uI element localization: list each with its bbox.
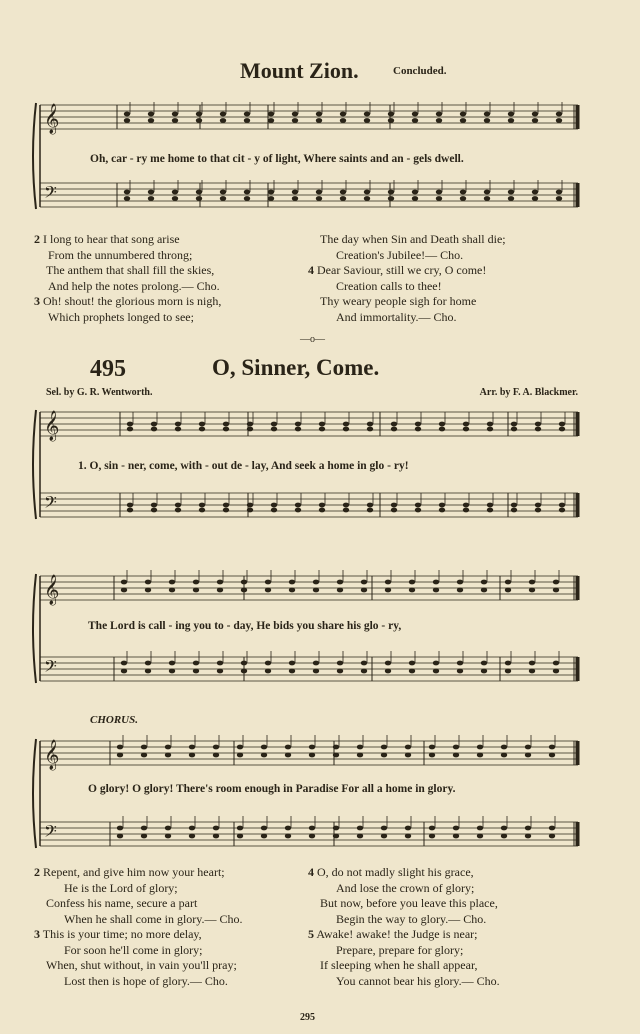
verse-line: Thy weary people sigh for home	[320, 294, 477, 308]
section-divider: —o—	[300, 334, 325, 345]
verse-3-cont	[308, 232, 506, 263]
verse-2	[34, 232, 221, 294]
verse-line: Begin the way to glory.— Cho.	[336, 911, 487, 926]
verse-line: If sleeping when he shall appear,	[320, 958, 478, 972]
verse-line: This is your time; no more delay,	[42, 927, 202, 941]
chorus-label: CHORUS.	[90, 714, 138, 726]
lyric-line: The Lord is call - ing you to - day, He bids you share his glo - ry,	[88, 620, 402, 632]
verse-line: Which prophets longed to see;	[48, 309, 194, 324]
verse-line: And help the notes prolong.— Cho.	[48, 278, 220, 293]
title-note: Concluded.	[393, 65, 447, 77]
verse-5	[308, 927, 500, 989]
verse-line: Creation's Jubilee!— Cho.	[336, 247, 464, 262]
verse-line: But now, before you leave this place,	[320, 896, 498, 910]
verse-column-left	[34, 232, 221, 325]
verse-line: And immortality.— Cho.	[336, 309, 457, 324]
page-number: 295	[300, 1012, 315, 1023]
verse-number: 4	[308, 263, 314, 277]
svg-text:𝄞: 𝄞	[44, 104, 60, 134]
svg-text:𝄞: 𝄞	[44, 740, 60, 770]
verse-3	[34, 927, 243, 989]
verse-line: From the unnumbered throng;	[48, 247, 193, 262]
hymn-number: 495	[90, 356, 126, 382]
credit-arranger: Arr. by F. A. Blackmer.	[479, 387, 578, 398]
credit-selector: Sel. by G. R. Wentworth.	[46, 387, 153, 398]
lyric-line: O glory! O glory! There's room enough in Paradise For all a home in glory.	[88, 783, 456, 795]
verse-line: The day when Sin and Death shall die;	[320, 232, 506, 246]
lyric-line: 1. O, sin - ner, come, with - out de - lay, And seek a home in glo - ry!	[78, 460, 409, 472]
verse-line: Awake! awake! the Judge is near;	[316, 927, 478, 941]
verse-column-right	[308, 232, 506, 325]
verse-line: Oh! shout! the glorious morn is nigh,	[43, 294, 222, 308]
svg-text:𝄢: 𝄢	[44, 821, 57, 845]
song-title: Mount Zion.	[240, 58, 359, 83]
verse-line: You cannot bear his glory.— Cho.	[336, 973, 500, 988]
verse-line: Confess his name, secure a part	[46, 896, 198, 910]
verse-column-left	[34, 865, 243, 989]
verse-line: I long to hear that song arise	[43, 232, 180, 246]
verse-4	[308, 865, 500, 927]
svg-text:𝄢: 𝄢	[44, 182, 57, 206]
verse-4	[308, 263, 506, 325]
verse-line: Lost then is hope of glory.— Cho.	[64, 973, 228, 988]
verse-number: 2	[34, 232, 40, 246]
lyric-line: Oh, car - ry me home to that cit - y of light, Where saints and an - gels dwell.	[90, 153, 464, 165]
svg-text:𝄢: 𝄢	[44, 492, 57, 516]
verse-number: 4	[308, 865, 314, 879]
verse-column-right	[308, 865, 500, 989]
verse-number: 3	[34, 294, 40, 308]
verse-line: O, do not madly slight his grace,	[317, 865, 474, 879]
verse-line: And lose the crown of glory;	[336, 880, 475, 895]
verse-line: The anthem that shall fill the skies,	[46, 263, 215, 277]
verse-number: 2	[34, 865, 40, 879]
verse-line: When, shut without, in vain you'll pray;	[46, 958, 237, 972]
verse-line: For soon he'll come in glory;	[64, 942, 203, 957]
verse-line: When he shall come in glory.— Cho.	[64, 911, 243, 926]
verse-line: Repent, and give him now your heart;	[43, 865, 225, 879]
svg-text:𝄞: 𝄞	[44, 411, 60, 441]
verse-line: Creation calls to thee!	[336, 278, 442, 293]
song-title: O, Sinner, Come.	[212, 355, 380, 380]
verse-line: He is the Lord of glory;	[64, 880, 178, 895]
verse-line: Dear Saviour, still we cry, O come!	[317, 263, 487, 277]
svg-text:𝄢: 𝄢	[44, 656, 57, 680]
verse-line: Prepare, prepare for glory;	[336, 942, 464, 957]
svg-text:𝄞: 𝄞	[44, 575, 60, 605]
verse-3	[34, 294, 221, 325]
verse-number: 3	[34, 927, 40, 941]
verse-number: 5	[308, 927, 314, 941]
verse-2	[34, 865, 243, 927]
